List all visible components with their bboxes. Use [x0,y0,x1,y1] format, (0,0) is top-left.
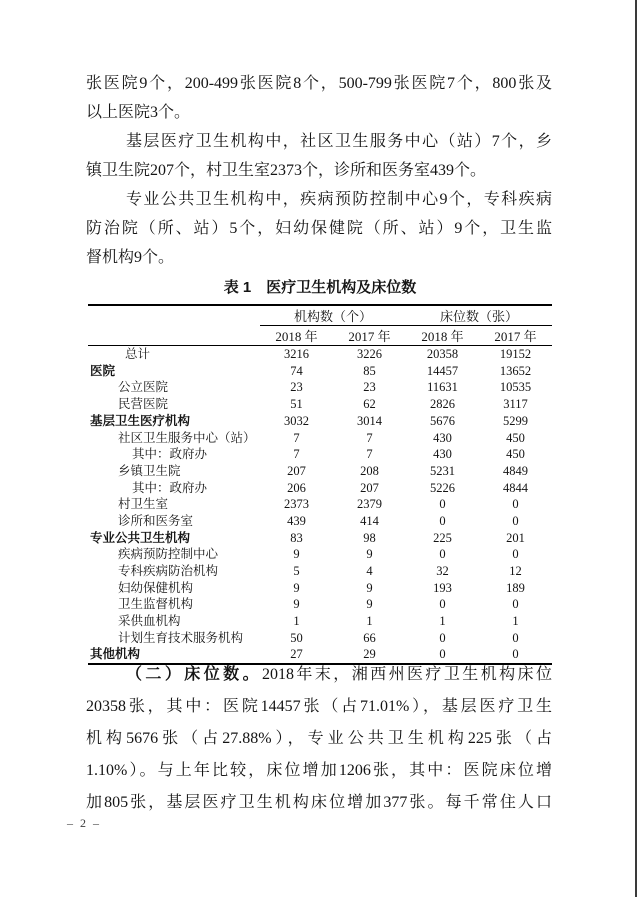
cell-value: 50 [290,630,303,645]
cell-value: 7 [366,447,373,462]
paragraph-line: 专业公共卫生机构中，疾病预防控制中心9个，专科疾病 [126,191,552,208]
row-label: 其中：政府办 [132,447,208,462]
cell-value: 27 [290,647,303,662]
cell-value: 2379 [357,497,382,512]
cell-value: 0 [439,497,446,512]
paragraph-line: （二）床位数。2018年末，湘西州医疗卫生机构床位 [126,666,552,683]
cell-value: 414 [360,513,379,528]
cell-value: 2826 [430,397,456,412]
cell-value: 2373 [284,497,309,512]
cell-value: 0 [512,497,519,512]
cell-value: 1 [366,614,373,629]
table-row [88,580,552,597]
group-header-institutions: 机构数（个） [260,305,406,326]
cell-value: 11631 [427,380,458,395]
table-row [88,379,552,396]
cell-value: 23 [290,380,303,395]
cell-value: 14457 [426,363,459,378]
cell-value: 430 [433,447,452,462]
table-row [88,346,552,363]
cell-value: 1 [512,614,519,629]
cell-value: 0 [439,547,446,562]
cell-value: 7 [366,430,373,445]
table-row [88,596,552,613]
cell-value: 29 [363,647,376,662]
cell-value: 9 [366,597,373,612]
table-row [88,363,552,380]
cell-value: 9 [293,580,300,595]
cell-value: 13652 [499,363,532,378]
cell-value: 0 [439,597,446,612]
cell-value: 0 [439,513,446,528]
empty-header-cell [88,326,260,346]
cell-value: 3226 [357,347,382,362]
paragraph-line: 张医院9个，200-499张医院8个，500-799张医院7个，800张及 [86,75,552,92]
cell-value: 0 [512,630,519,645]
group-header-beds: 床位数（张） [406,305,552,326]
beds-paragraph [86,659,552,819]
cell-value: 7 [293,430,300,445]
year-header-row [88,326,552,346]
table-row [88,463,552,480]
cell-value: 1 [439,614,446,629]
row-label: 基层卫生医疗机构 [90,413,191,428]
row-label: 民营医院 [118,397,169,412]
cell-value: 0 [439,647,446,662]
cell-value: 5231 [430,463,456,478]
cell-value: 206 [287,480,306,495]
cell-value: 74 [290,363,303,378]
cell-value: 207 [360,480,379,495]
paragraph-line: 防治院（所、站）5个，妇幼保健院（所、站）9个，卫生监 [86,220,552,237]
cell-value: 7 [293,447,300,462]
paragraph-line: 机构5676张（占27.88%），专业公共卫生机构225张（占 [86,730,552,747]
row-label: 总计 [125,347,151,362]
year-header-2017-beds: 2017 年 [479,326,552,346]
bold-lead-in: （二）床位数。 [126,666,262,683]
cell-value: 19152 [499,347,532,362]
table-row [88,613,552,630]
cell-value: 0 [512,547,519,562]
row-label: 专业公共卫生机构 [90,530,191,545]
paragraph-line: 以上医院3个。 [86,104,191,121]
cell-value: 98 [363,530,376,545]
year-header-2018-inst: 2018 年 [260,326,333,346]
cell-value: 62 [363,397,376,412]
row-label: 计划生育技术服务机构 [118,630,244,645]
row-label: 社区卫生服务中心（站） [118,430,256,445]
cell-value: 450 [506,430,525,445]
table-row [88,563,552,580]
cell-value: 9 [366,547,373,562]
cell-value: 189 [506,580,525,595]
cell-value: 4844 [503,480,529,495]
cell-value: 0 [512,513,519,528]
table-row [88,530,552,547]
row-label: 乡镇卫生院 [118,463,181,478]
row-label: 卫生监督机构 [118,597,194,612]
row-label: 公立医院 [118,380,169,395]
cell-value: 4849 [503,463,529,478]
cell-value: 225 [433,530,452,545]
paragraph-line: 镇卫生院207个，村卫生室2373个，诊所和医务室439个。 [86,162,487,179]
table-row [88,429,552,446]
cell-value: 1 [293,614,300,629]
cell-value: 9 [293,547,300,562]
page-number: – 2 – [67,816,101,830]
paragraph-line: 1.10%）。与上年比较，床位增加1206张，其中：医院床位增 [86,762,552,779]
cell-value: 3014 [357,413,382,428]
table-row [88,413,552,430]
cell-value: 4 [366,564,373,579]
cell-value: 193 [433,580,452,595]
row-label: 诊所和医务室 [118,513,194,528]
cell-value: 5676 [430,413,456,428]
row-label: 采供血机构 [118,614,181,629]
row-label: 医院 [90,363,116,378]
row-label: 其他机构 [90,647,141,662]
table-row [88,630,552,647]
table-row [88,546,552,563]
cell-value: 0 [512,597,519,612]
year-header-2018-beds: 2018 年 [406,326,479,346]
cell-value: 0 [512,647,519,662]
cell-value: 201 [506,530,525,545]
health-institutions-table [88,304,552,665]
cell-value: 439 [287,513,306,528]
table-title: 表 1 医疗卫生机构及床位数 [223,279,417,296]
cell-value: 430 [433,430,452,445]
table-row [88,480,552,497]
paragraph-line: 20358张，其中：医院14457张（占71.01%），基层医疗卫生 [86,698,552,715]
row-label: 其中：政府办 [132,480,208,495]
row-label: 疾病预防控制中心 [118,547,219,562]
row-label: 村卫生室 [118,497,169,512]
paragraph-line: 督机构9个。 [86,249,175,266]
table-row [88,513,552,530]
cell-value: 3216 [284,347,309,362]
table-row [88,396,552,413]
cell-value: 10535 [499,380,532,395]
cell-value: 9 [366,580,373,595]
cell-value: 3032 [284,413,309,428]
row-label: 妇幼保健机构 [118,580,194,595]
cell-value: 51 [290,397,303,412]
cell-value: 83 [290,530,303,545]
cell-value: 32 [436,564,449,579]
cell-value: 5 [293,564,300,579]
cell-value: 208 [360,463,379,478]
cell-value: 12 [509,564,522,579]
cell-value: 20358 [426,347,459,362]
empty-header-cell [88,305,260,326]
cell-value: 207 [287,463,306,478]
paragraph-line: 加805张，基层医疗卫生机构床位增加377张。每千常住人口 [86,794,552,811]
table-row [88,446,552,463]
year-header-2017-inst: 2017 年 [333,326,406,346]
cell-value: 0 [439,630,446,645]
intro-paragraphs [86,69,552,272]
row-label: 专科疾病防治机构 [118,564,219,579]
cell-value: 23 [363,380,376,395]
cell-value: 85 [363,363,376,378]
table-row [88,496,552,513]
cell-value: 3117 [503,397,528,412]
cell-value: 9 [293,597,300,612]
cell-value: 66 [363,630,376,645]
cell-value: 450 [506,447,525,462]
cell-value: 5299 [503,413,529,428]
group-header-row [88,305,552,326]
paragraph-line: 基层医疗卫生机构中，社区卫生服务中心（站）7个，乡 [126,133,552,150]
cell-value: 5226 [430,480,456,495]
